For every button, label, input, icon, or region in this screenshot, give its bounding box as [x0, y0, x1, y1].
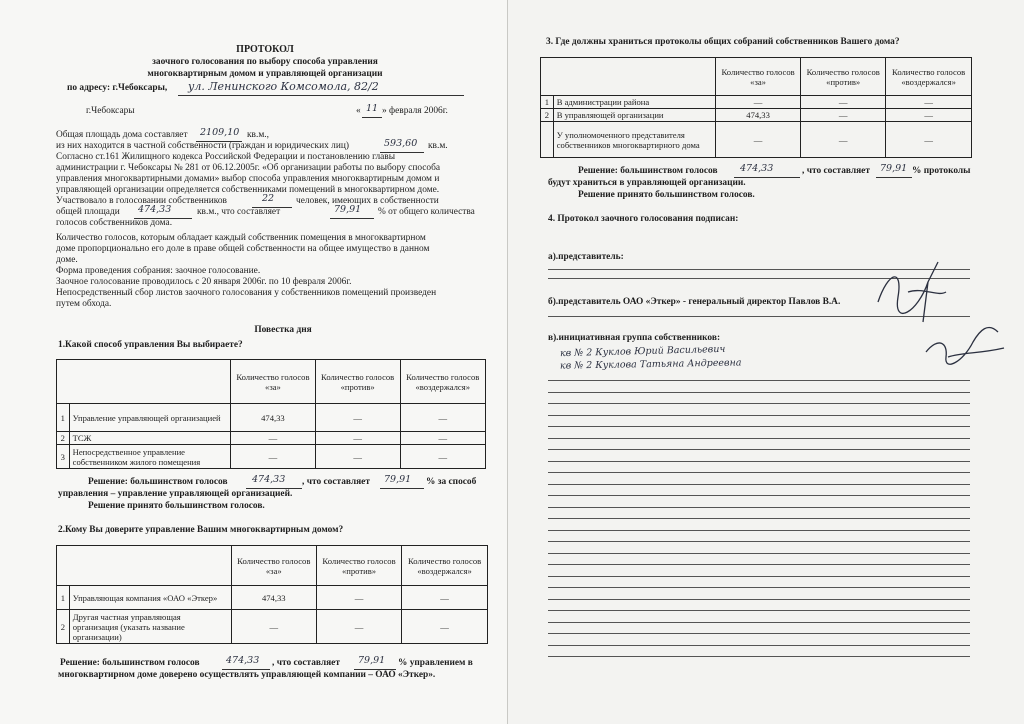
signature-line	[548, 392, 970, 393]
row-label: Непосредственное управление собственником жилого помещения	[69, 445, 230, 469]
signature-line	[548, 553, 970, 554]
intro-line: голосов собственников дома.	[56, 218, 173, 228]
decision-text: Решение: большинством голосов	[578, 166, 718, 176]
decision-percent-handwritten: 79,91	[358, 655, 386, 666]
header-protiv: Количество голосов «против»	[801, 58, 886, 96]
signature-line	[548, 645, 970, 646]
city: г.Чебоксары	[86, 106, 135, 116]
unit-text: кв.м.,	[247, 130, 269, 140]
table-row	[57, 586, 488, 610]
subtitle-line-2: многоквартирным домом и управляющей организации	[147, 69, 383, 79]
header-vozd: Количество голосов «воздержался»	[402, 546, 488, 586]
decision-text: % управлением в	[398, 658, 473, 668]
date-underline	[362, 117, 382, 118]
intro-line: Согласно ст.161 Жилищного кодекса Российской Федерации и постановлению главы	[56, 152, 396, 162]
votes-za: 474,33	[231, 404, 316, 432]
question-2-title: 2.Кому Вы доверите управление Вашим многоквартирным домом?	[58, 525, 344, 535]
table-row	[57, 445, 486, 469]
votes-vozd: —	[886, 109, 972, 122]
intro-line: управляющей организации определяется собственниками помещений в многоквартирном доме.	[56, 185, 440, 195]
date-rest: » февраля 2006г.	[382, 106, 448, 116]
participants-handwritten: 22	[262, 193, 275, 204]
signature-line	[548, 438, 970, 439]
votes-protiv: —	[801, 109, 886, 122]
header-protiv: Количество голосов «против»	[316, 546, 401, 586]
initiator-2-handwritten: кв № 2 Куклова Татьяна Андреевна	[559, 357, 742, 372]
left-page	[0, 0, 508, 724]
question-4-title: 4. Протокол заочного голосования подписан:	[548, 214, 739, 224]
votes-vozd: —	[400, 445, 486, 469]
row-label: Управление управляющей организацией	[69, 404, 230, 432]
votes-za: —	[716, 96, 801, 109]
table-header-empty	[541, 58, 716, 96]
question-1-title: 1.Какой способ управления Вы выбираете?	[58, 340, 243, 350]
votes-vozd: —	[886, 96, 972, 109]
header-protiv: Количество голосов «против»	[315, 360, 400, 404]
signature-line	[548, 518, 970, 519]
header-vozd: Количество голосов «воздержался»	[886, 58, 972, 96]
participants-label: Участвовало в голосовании собственников	[56, 196, 227, 206]
private-area-label: из них находится в частной собственности (граждан и юридических лиц)	[56, 141, 349, 151]
date-open: «	[356, 106, 361, 116]
table-row	[541, 122, 972, 158]
decision-text: , что составляет	[272, 658, 340, 668]
underline	[330, 218, 374, 219]
signature-line	[548, 564, 970, 565]
row-number: 2	[57, 610, 70, 644]
votes-protiv: —	[315, 404, 400, 432]
votes-vozd: —	[400, 432, 486, 445]
votes-za: —	[231, 445, 316, 469]
signature-line	[548, 530, 970, 531]
decision-text: управления – управление управляющей организацией.	[58, 489, 293, 499]
percent-handwritten: 79,91	[334, 204, 362, 215]
table-row	[541, 96, 972, 109]
header-za: Количество голосов «за»	[231, 360, 316, 404]
signature-line	[548, 587, 970, 588]
area-share-handwritten: 474,33	[138, 204, 172, 215]
decision-text: многоквартирном доме доверено осуществлять управляющей компании – ОАО «Эткер».	[58, 670, 436, 680]
signature-line	[548, 633, 970, 634]
signature-line	[548, 426, 970, 427]
signature-line	[548, 495, 970, 496]
initiator-1-handwritten: кв № 2 Куклов Юрий Васильевич	[559, 343, 726, 360]
initiator-signature	[918, 312, 1008, 382]
votes-protiv: —	[316, 610, 401, 644]
row-number: 1	[57, 586, 70, 610]
intro-line: доме.	[56, 255, 78, 265]
row-label: Управляющая компания «ОАО «Эткер»	[69, 586, 231, 610]
row-number: 2	[541, 109, 554, 122]
subtitle-line-1: заочного голосования по выбору способа управления	[152, 57, 378, 67]
signature-line	[548, 472, 970, 473]
decision-percent-handwritten: 79,91	[880, 163, 908, 174]
signature-line	[548, 541, 970, 542]
intro-line: Непосредственный сбор листов заочного голосования у собственников помещений произведен	[56, 288, 437, 298]
private-area-handwritten: 593,60	[384, 138, 418, 149]
decision-text: , что составляет	[802, 166, 870, 176]
area-label: Общая площадь дома составляет	[56, 130, 188, 140]
votes-za: —	[231, 432, 316, 445]
decision-text: , что составляет	[302, 477, 370, 487]
table-row	[57, 404, 486, 432]
intro-line: % от общего количества	[378, 207, 475, 217]
intro-line: Форма проведения собрания: заочное голосование.	[56, 266, 261, 276]
intro-line: путем обхода.	[56, 299, 112, 309]
decision-votes-handwritten: 474,33	[740, 163, 774, 174]
decision-text: Решение: большинством голосов	[60, 658, 200, 668]
votes-za: —	[716, 122, 801, 158]
intro-line: человек, имеющих в собственности	[296, 196, 439, 206]
intro-line: Заочное голосование проводилось с 20 января 2006г. по 10 февраля 2006г.	[56, 277, 352, 287]
votes-protiv: —	[801, 96, 886, 109]
row-number: 3	[57, 445, 70, 469]
page-title: ПРОТОКОЛ	[236, 44, 294, 55]
row-number: 1	[57, 404, 70, 432]
signature-line	[548, 599, 970, 600]
votes-protiv: —	[801, 122, 886, 158]
row-label: В управляющей организации	[553, 109, 715, 122]
total-area-handwritten: 2109,10	[200, 127, 240, 138]
votes-za: 474,33	[231, 586, 316, 610]
row-label: В администрации района	[553, 96, 715, 109]
signature-line	[548, 403, 970, 404]
signature-line	[548, 449, 970, 450]
row-label: У уполномоченного представителя собственников многоквартирного дома	[553, 122, 715, 158]
table-header-empty	[57, 360, 231, 404]
table-row	[541, 109, 972, 122]
row-number: 2	[57, 432, 70, 445]
address-handwritten: ул. Ленинского Комсомола, 82/2	[188, 80, 379, 93]
intro-line: доме пропорционально его доле в праве общей собственности на общее имущество в данном	[56, 244, 430, 254]
area-share-label: общей площади	[56, 207, 120, 217]
question-1-table	[56, 359, 486, 469]
votes-vozd: —	[402, 610, 488, 644]
votes-protiv: —	[316, 586, 401, 610]
header-za: Количество голосов «за»	[231, 546, 316, 586]
votes-protiv: —	[315, 445, 400, 469]
decision-text: Решение: большинством голосов	[88, 477, 228, 487]
intro-line: кв.м., что составляет	[197, 207, 281, 217]
votes-vozd: —	[400, 404, 486, 432]
signatory-v-label: в).инициативная группа собственников:	[548, 333, 721, 343]
agenda-title: Повестка дня	[254, 325, 312, 335]
decision-text: % протоколы	[912, 166, 971, 176]
signature-line	[548, 484, 970, 485]
row-label: ТСЖ	[69, 432, 230, 445]
header-za: Количество голосов «за»	[716, 58, 801, 96]
votes-za: 474,33	[716, 109, 801, 122]
underline	[380, 488, 424, 489]
signatory-b-label: б).представитель ОАО «Эткер» - генеральный директор Павлов В.А.	[548, 297, 841, 307]
underline	[876, 177, 912, 178]
decision-text: % за способ	[426, 477, 477, 487]
table-row	[57, 610, 488, 644]
signatory-a-label: а).представитель:	[548, 252, 624, 262]
decision-percent-handwritten: 79,91	[384, 474, 412, 485]
unit-text: кв.м.	[428, 141, 448, 151]
decision-text: Решение принято большинством голосов.	[578, 190, 755, 200]
date-day-handwritten: 11	[366, 103, 379, 114]
row-number: 1	[541, 96, 554, 109]
intro-line: администрации г. Чебоксары № 281 от 06.12.2005г. «Об организации работы по выбору способа	[56, 163, 441, 173]
votes-vozd: —	[886, 122, 972, 158]
decision-text: будут храниться в управляющей организации.	[548, 178, 746, 188]
address-label: по адресу: г.Чебоксары,	[67, 83, 168, 93]
decision-text: Решение принято большинством голосов.	[88, 501, 265, 511]
signature-line	[548, 415, 970, 416]
signature-line	[548, 656, 970, 657]
signature-line	[548, 507, 970, 508]
row-number	[541, 122, 554, 158]
votes-vozd: —	[402, 586, 488, 610]
intro-line: Количество голосов, которым обладает каждый собственник помещения в многоквартирном	[56, 233, 426, 243]
signature-line	[548, 610, 970, 611]
table-row	[57, 432, 486, 445]
signature-line	[548, 622, 970, 623]
decision-votes-handwritten: 474,33	[252, 474, 286, 485]
decision-votes-handwritten: 474,33	[226, 655, 260, 666]
table-header-empty	[57, 546, 232, 586]
address-underline	[178, 95, 464, 96]
question-3-title: 3. Где должны храниться протоколы общих собраний собственников Вашего дома?	[546, 37, 900, 47]
signature-line	[548, 461, 970, 462]
votes-protiv: —	[315, 432, 400, 445]
signature-line	[548, 380, 970, 381]
question-3-table	[540, 57, 972, 158]
row-label: Другая частная управляющая организация (указать название организации)	[69, 610, 231, 644]
question-2-table	[56, 545, 488, 644]
signature-line	[548, 576, 970, 577]
intro-line: управления многоквартирными домами» выбор способа управления многоквартирным домом и	[56, 174, 440, 184]
header-vozd: Количество голосов «воздержался»	[400, 360, 486, 404]
votes-za: —	[231, 610, 316, 644]
